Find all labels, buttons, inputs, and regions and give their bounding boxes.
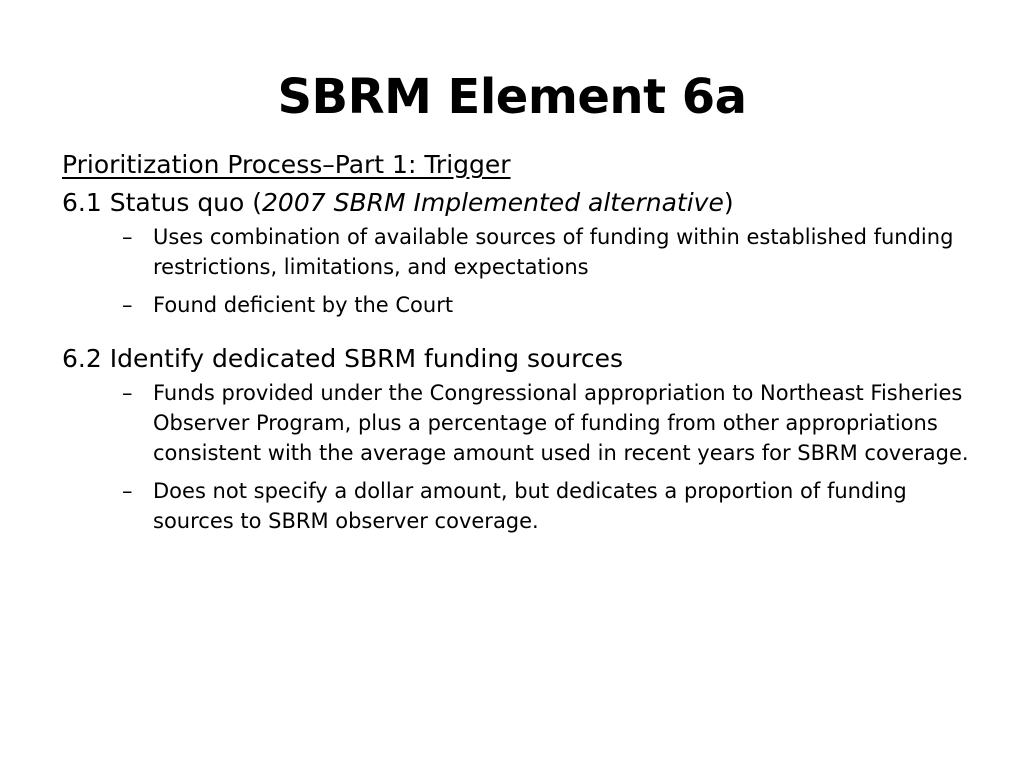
dash-marker: –	[122, 381, 133, 405]
item-6-1-label-suffix: )	[723, 188, 734, 217]
bullet-text: Found deficient by the Court	[153, 293, 454, 317]
item-6-2-bullets	[62, 378, 982, 536]
bullet-text: Uses combination of available sources of funding within established funding restrictions, limitations, and expectations	[153, 225, 954, 279]
dash-marker: –	[122, 479, 133, 503]
bullet-text: Funds provided under the Congressional appropriation to Northeast Fisheries Observer Program, plus a percentage of funding from other appropriations consistent with the average amount used in recent years for SBRM coverage.	[153, 381, 969, 465]
bullet-item	[122, 476, 982, 536]
item-6-1-label	[62, 186, 982, 220]
section-heading: Prioritization Process–Part 1: Trigger	[62, 150, 511, 179]
slide-body	[62, 148, 982, 544]
bullet-item	[122, 378, 982, 468]
bullet-text: Does not specify a dollar amount, but dedicates a proportion of funding sources to SBRM observer coverage.	[153, 479, 907, 533]
slide-title: SBRM Element 6a	[277, 69, 747, 125]
dash-marker: –	[122, 225, 133, 249]
bullet-item	[122, 290, 982, 320]
item-6-1-bullets	[62, 222, 982, 320]
item-6-1-label-italic: 2007 SBRM Implemented alternative	[262, 188, 724, 217]
bullet-item	[122, 222, 982, 282]
item-6-2-label: 6.2 Identify dedicated SBRM funding sources	[62, 344, 624, 373]
dash-marker: –	[122, 293, 133, 317]
item-6-1-label-prefix: 6.1 Status quo (	[62, 188, 263, 217]
